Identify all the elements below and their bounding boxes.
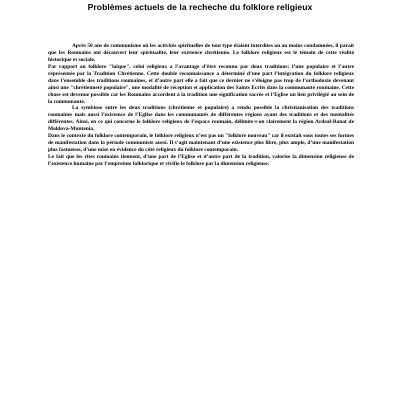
paragraph-1: Après 50 ans de communisme où les activités spirituelles de tout type étaient interdites ou au moins condamnées, il parait que les Roumains ont découvert leur spiritualité, leur existence chrétienne. Le folklore religieux est le témoin de cette réalité historique et sociale. [48, 43, 354, 63]
paragraph-2: Par rapport au folklore "laïque", celui religieux a l’avantage d’être reconnu par deux traditions: l’une populaire et l’autre représentée par la Tradition Chrétienne. Cette double reconnaissance a déterminé d’une part l’intégration du folklore religieux dans l’ensemble des traditions roumaines, et d’autre part elle a fait que ce dernier ne s’éloigne pas trop de l’orthodoxie devenant ainsi une "chrétienneté populaire", une modalité de réception et application des Saints Ecrits dans la communauté roumaine. Cette chose est devenue possible car les Roumains accordent à la tradition une signification sacrée et l’Eglise un lien privilégié au sein de la communauté. [48, 63, 354, 105]
document-title: Problèmes actuels de la recheche du folklore religieux [87, 2, 313, 12]
paragraph-4: Dans le contexte du folklore contemporain, le folklore religieux n’est pas un "folklore nouveau" car il existait sous toutes ses formes de manifestation dans la période communiste aussi. Il s’agit maintenant d’une existence plus libre, plus ample, d’une manifestation plus fastueuse, d’une mise en évidence du côté religieux du folklore contemporain. [48, 133, 354, 154]
document-body [48, 43, 354, 168]
paragraph-3: La symbiose entre les deux traditions (chrétienne et populaire) a rendu possible la christianisation des traditions roumaines mais aussi l’existence de l’Eglise dans les communautés de différentes régions ayant des traditions et des mentalités différentes. Ainsi, en ce qui concerne le folklore religieux de l’espace roumain, délimite-t-on clairement la région Ardeal-Banat de Moldova-Muntenia. [48, 105, 354, 133]
paragraph-5: Le fait que les rites roumains tiennent, d’une part de l’Eglise et d’autre part de la tradition, valorise la dimension religieuse de l’existence humaine par l’empreinte folklorique et vivifie le folklore par la dimension religieuse. [48, 154, 354, 167]
